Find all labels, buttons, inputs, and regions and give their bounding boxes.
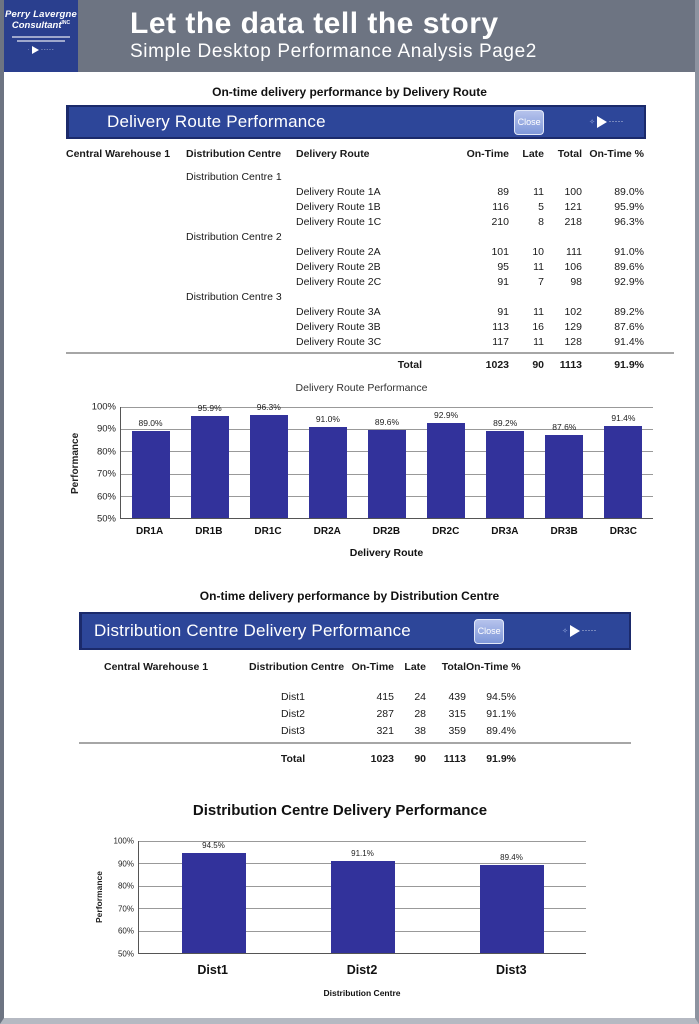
- table-cell: [66, 245, 186, 260]
- table-cell: [79, 723, 249, 740]
- bar-DR1C: [250, 415, 288, 518]
- bar-slot-DR2A: [298, 407, 357, 518]
- route-banner-title: Delivery Route Performance: [107, 112, 326, 131]
- bar-DR3C: [604, 426, 642, 518]
- table-cell: [509, 230, 544, 245]
- table-cell: [66, 335, 186, 350]
- table-cell: [424, 170, 509, 185]
- y-axis-label: Performance: [70, 432, 81, 494]
- bar-slot-Dist2: [288, 841, 437, 953]
- bar-value-label: 92.9%: [434, 409, 459, 420]
- chart-title: Delivery Route Performance: [295, 382, 428, 394]
- col-late: Late: [522, 148, 544, 160]
- y-tick-label: 60%: [117, 926, 134, 936]
- y-tick-label: 90%: [96, 423, 116, 435]
- table-cell: [582, 230, 644, 245]
- logo-tagline: [4, 36, 78, 42]
- total-value: 121: [564, 201, 582, 213]
- page-title: Let the data tell the story: [130, 7, 499, 40]
- on-time-value: 116: [492, 201, 509, 213]
- centre-banner: [79, 612, 631, 650]
- table-cell: [582, 290, 644, 305]
- table-cell: [424, 290, 509, 305]
- bar-value-label: 94.5%: [202, 841, 225, 851]
- table-cell: [186, 305, 296, 320]
- bar-DR3B: [545, 435, 583, 518]
- x-tick-label: DR1B: [195, 526, 223, 537]
- on-time-value: 101: [491, 246, 509, 258]
- on-time-value: 89: [497, 186, 509, 198]
- col-distribution-centre: Distribution Centre: [186, 148, 282, 160]
- pct-value: 89.2%: [614, 306, 644, 318]
- x-tick-label: DR1A: [135, 526, 164, 537]
- x-axis-label: Delivery Route: [349, 547, 424, 559]
- table-cell: [66, 275, 186, 290]
- pct-value: 92.9%: [614, 276, 644, 288]
- total-on-time: 1023: [370, 753, 394, 765]
- bar-value-label: 91.0%: [315, 413, 340, 424]
- y-tick-label: 100%: [113, 836, 134, 846]
- centre-table-rows: [79, 673, 631, 740]
- bar-slot-DR1B: [180, 403, 239, 518]
- total-label: Total: [397, 359, 422, 371]
- centre-table: [79, 656, 631, 768]
- col-distribution-centre: Distribution Centre: [249, 661, 345, 673]
- table-cell: [186, 320, 296, 335]
- section-centre-heading: On-time delivery performance by Distribution Centre: [199, 589, 500, 603]
- on-time-value: 287: [376, 708, 394, 720]
- route-name: Delivery Route 2B: [296, 261, 381, 273]
- col-delivery-route: Delivery Route: [296, 148, 370, 160]
- paper-plane-icon: · -----: [27, 47, 55, 53]
- route-table-header: [66, 143, 674, 158]
- plot-area: [138, 841, 586, 954]
- table-cell: [544, 290, 582, 305]
- table-cell: [509, 170, 544, 185]
- table-cell: [544, 230, 582, 245]
- route-table: [66, 143, 674, 376]
- table-cell: [424, 230, 509, 245]
- close-button[interactable]: Close: [514, 110, 544, 135]
- total-value: 129: [564, 321, 582, 333]
- centre-name: Dist1: [281, 691, 305, 703]
- table-cell: [582, 170, 644, 185]
- pct-value: 91.1%: [486, 708, 516, 720]
- total-late: 90: [532, 359, 544, 371]
- centre-group-label: Distribution Centre 2: [186, 231, 282, 243]
- bar-slot-DR1A: [121, 407, 180, 518]
- y-axis-ticks: [86, 401, 120, 525]
- route-name: Delivery Route 3A: [296, 306, 381, 318]
- centre-name: Dist2: [281, 708, 305, 720]
- total-on-time: 1023: [485, 359, 509, 371]
- total-total: 1113: [559, 359, 582, 371]
- table-cell: [79, 706, 249, 723]
- col-on-time-pct: On-Time %: [466, 661, 521, 673]
- col-late: Late: [404, 661, 426, 673]
- x-tick-label: DR2A: [313, 526, 341, 537]
- table-cell: [66, 320, 186, 335]
- table-cell: [509, 290, 544, 305]
- total-pct: 91.9%: [614, 359, 644, 371]
- app-header: [4, 0, 695, 72]
- late-value: 16: [532, 321, 544, 333]
- bar-value-label: 96.3%: [256, 402, 281, 413]
- y-tick-label: 70%: [117, 904, 134, 914]
- route-name: Delivery Route 1B: [296, 201, 381, 213]
- route-name: Delivery Route 1C: [296, 216, 382, 228]
- bar-slot-Dist1: [139, 841, 288, 953]
- section-route-heading: On-time delivery performance by Delivery Route: [212, 85, 487, 99]
- bar-DR1B: [191, 416, 229, 518]
- bar-value-label: 89.4%: [500, 852, 523, 862]
- bar-slot-DR2B: [357, 407, 416, 518]
- bar-Dist3: [480, 865, 544, 953]
- bar-DR2A: [309, 427, 347, 518]
- table-cell: [186, 260, 296, 275]
- table-cell: [66, 215, 186, 230]
- bar-DR3A: [486, 431, 524, 518]
- play-arrow-icon[interactable]: ✧ -----: [562, 625, 597, 637]
- late-value: 10: [532, 246, 544, 258]
- late-value: 5: [538, 201, 544, 213]
- y-tick-label: 80%: [117, 881, 134, 891]
- total-value: 106: [564, 261, 582, 273]
- total-value: 359: [448, 725, 466, 737]
- pct-value: 91.4%: [614, 336, 644, 348]
- table-cell: [66, 230, 186, 245]
- on-time-value: 210: [491, 216, 509, 228]
- pct-value: 89.4%: [486, 725, 516, 737]
- table-cell: [186, 275, 296, 290]
- x-axis-label: Distribution Centre: [323, 988, 401, 998]
- page-subtitle: Simple Desktop Performance Analysis Page2: [130, 41, 537, 62]
- x-tick-label: DR3B: [550, 526, 578, 537]
- late-value: 38: [414, 725, 426, 737]
- bar-DR1A: [132, 431, 170, 518]
- x-tick-label: DR3C: [609, 526, 637, 537]
- y-tick-label: 50%: [117, 949, 134, 959]
- on-time-value: 415: [376, 691, 394, 703]
- table-cell: [296, 230, 424, 245]
- centre-banner-title: Distribution Centre Delivery Performance: [94, 621, 411, 640]
- close-button[interactable]: Close: [474, 619, 504, 644]
- y-tick-label: 70%: [96, 468, 116, 480]
- pct-value: 89.6%: [614, 261, 644, 273]
- total-label: Total: [280, 753, 306, 765]
- bar-slot-DR2C: [417, 407, 476, 518]
- total-late: 90: [414, 753, 426, 765]
- on-time-value: 117: [492, 336, 509, 348]
- table-cell: [186, 335, 296, 350]
- late-value: 11: [533, 261, 544, 273]
- y-tick-label: 50%: [96, 513, 116, 525]
- bar-DR2B: [368, 430, 406, 518]
- on-time-value: 321: [376, 725, 394, 737]
- table-cell: [66, 170, 186, 185]
- route-name: Delivery Route 3C: [296, 336, 382, 348]
- bar-value-label: 91.4%: [611, 413, 636, 424]
- table-cell: [66, 305, 186, 320]
- late-value: 11: [533, 186, 544, 198]
- route-name: Delivery Route 3B: [296, 321, 381, 333]
- col-on-time-pct: On-Time %: [589, 148, 644, 160]
- route-table-rows: [66, 158, 674, 350]
- y-tick-label: 80%: [96, 446, 116, 458]
- col-on-time: On-Time: [351, 661, 394, 673]
- total-total: 1113: [443, 753, 466, 765]
- route-name: Delivery Route 2C: [296, 276, 382, 288]
- col-total: Total: [441, 661, 466, 673]
- warehouse-label: Central Warehouse 1: [66, 148, 171, 160]
- bar-slot-DR3B: [535, 407, 594, 518]
- pct-value: 96.3%: [614, 216, 644, 228]
- pct-value: 91.0%: [614, 246, 644, 258]
- x-tick-label: DR2C: [432, 526, 460, 537]
- warehouse-label: Central Warehouse 1: [104, 661, 209, 673]
- table-cell: [66, 200, 186, 215]
- total-value: 218: [564, 216, 582, 228]
- chart-title: Distribution Centre Delivery Performance: [192, 802, 488, 819]
- x-tick-label: Dist3: [496, 963, 527, 977]
- y-tick-label: 90%: [117, 859, 134, 869]
- table-cell: [296, 290, 424, 305]
- distribution-centre-chart: [94, 802, 586, 998]
- route-banner: [66, 105, 646, 139]
- bar-DR2C: [427, 423, 465, 518]
- bar-value-label: 89.2%: [493, 417, 518, 428]
- table-cell: [296, 170, 424, 185]
- bar-slot-DR1C: [239, 402, 298, 518]
- y-axis-label: Performance: [94, 871, 104, 924]
- total-value: 102: [564, 306, 582, 318]
- col-on-time: On-Time: [466, 148, 509, 160]
- table-cell: [66, 260, 186, 275]
- late-value: 11: [533, 306, 544, 318]
- y-tick-label: 60%: [96, 491, 116, 503]
- table-cell: [186, 215, 296, 230]
- x-axis-ticks: [120, 526, 653, 537]
- centre-group-label: Distribution Centre 3: [186, 291, 282, 303]
- total-value: 98: [570, 276, 582, 288]
- bar-Dist2: [331, 861, 395, 953]
- total-pct: 91.9%: [486, 753, 516, 765]
- late-value: 7: [538, 276, 544, 288]
- bar-value-label: 95.9%: [197, 403, 222, 414]
- play-arrow-icon[interactable]: ✧ -----: [589, 116, 624, 128]
- total-value: 100: [564, 186, 582, 198]
- centre-group-label: Distribution Centre 1: [186, 171, 282, 183]
- total-value: 111: [566, 246, 582, 258]
- delivery-route-chart: [70, 382, 653, 559]
- route-name: Delivery Route 2A: [296, 246, 381, 258]
- pct-value: 94.5%: [486, 691, 516, 703]
- table-cell: [544, 170, 582, 185]
- route-name: Delivery Route 1A: [296, 186, 381, 198]
- late-value: 11: [533, 336, 544, 348]
- late-value: 24: [414, 691, 426, 703]
- header-titles: [130, 8, 537, 63]
- total-value: 315: [448, 708, 466, 720]
- logo-name-line2: Consultant$^{INC}$: [11, 20, 71, 31]
- total-value: 128: [564, 336, 582, 348]
- col-total: Total: [557, 148, 582, 160]
- x-tick-label: DR1C: [254, 526, 282, 537]
- centre-table-total-row: [79, 742, 631, 768]
- x-tick-label: Dist1: [197, 963, 228, 977]
- company-logo: [4, 0, 78, 72]
- table-cell: [66, 185, 186, 200]
- total-value: 439: [448, 691, 466, 703]
- bar-slot-Dist3: [437, 841, 586, 953]
- centre-table-header: [79, 656, 631, 673]
- bar-slot-DR3A: [476, 407, 535, 518]
- late-value: 8: [538, 216, 544, 228]
- pct-value: 95.9%: [614, 201, 644, 213]
- pct-value: 87.6%: [614, 321, 644, 333]
- table-cell: [186, 200, 296, 215]
- x-axis-ticks: [138, 963, 586, 977]
- on-time-value: 91: [497, 276, 509, 288]
- on-time-value: 113: [492, 321, 509, 333]
- on-time-value: 91: [497, 306, 509, 318]
- bar-value-label: 91.1%: [351, 848, 374, 858]
- x-tick-label: Dist2: [346, 963, 378, 977]
- table-cell: [79, 689, 249, 706]
- table-cell: [186, 185, 296, 200]
- bar-value-label: 87.6%: [552, 421, 577, 432]
- late-value: 28: [414, 708, 426, 720]
- y-tick-label: 100%: [91, 401, 116, 413]
- table-cell: [186, 245, 296, 260]
- table-cell: [66, 290, 186, 305]
- bar-slot-DR3C: [594, 407, 653, 518]
- on-time-value: 95: [497, 261, 509, 273]
- bar-value-label: 89.0%: [138, 418, 163, 429]
- pct-value: 89.0%: [614, 186, 644, 198]
- x-tick-label: DR3A: [491, 526, 519, 537]
- centre-name: Dist3: [281, 725, 305, 737]
- route-table-total-row: [66, 352, 674, 376]
- plot-area: [120, 402, 653, 519]
- bar-value-label: 89.6%: [374, 417, 400, 428]
- bar-Dist1: [182, 853, 246, 953]
- y-axis-ticks: [108, 836, 138, 959]
- x-tick-label: DR2B: [372, 526, 401, 537]
- logo-name-line1: Perry Lavergne: [5, 9, 77, 20]
